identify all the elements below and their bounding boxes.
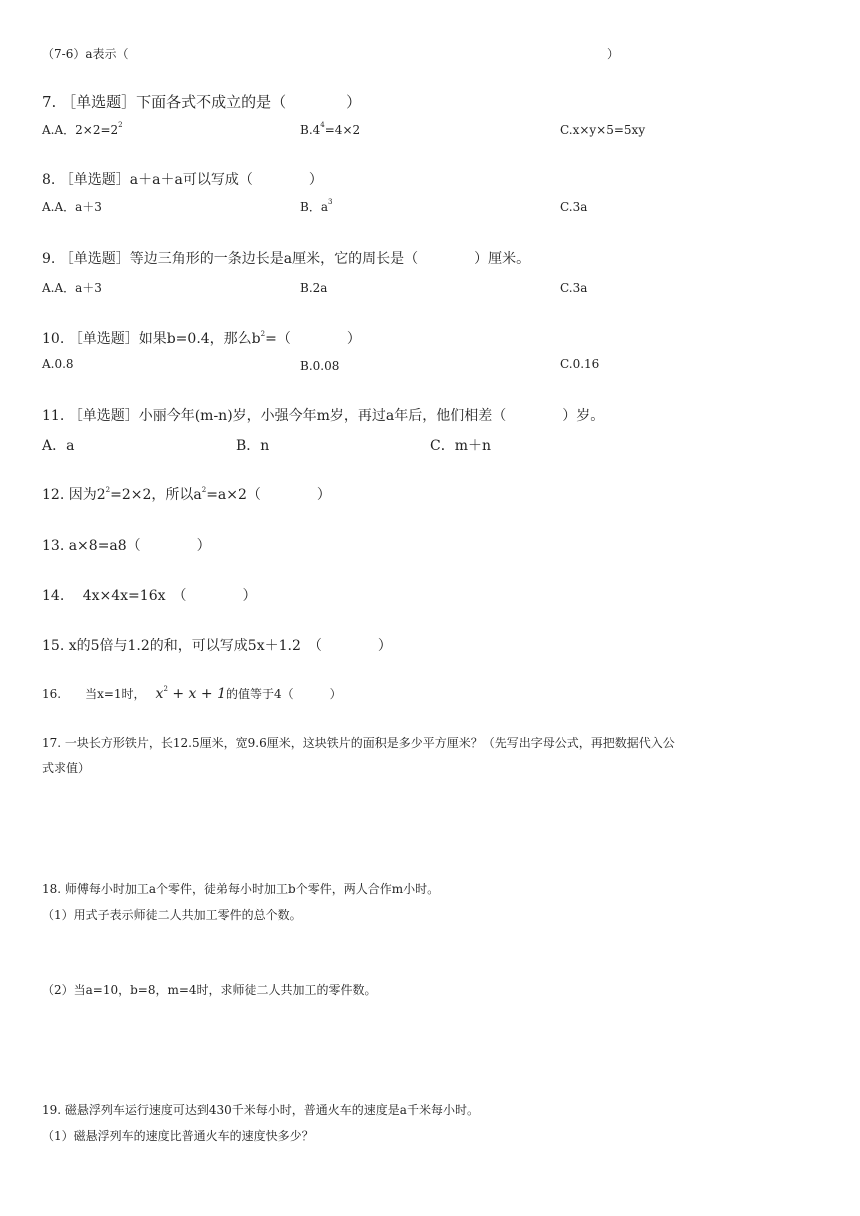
question-9-option-c[interactable]: C.3a [560,281,588,295]
exponent: 4 [320,121,325,129]
question-11-stem: 11. ［单选题］小丽今年(m-n)岁，小强今年m岁，再过a年后，他们相差（ ）岁。 [42,408,605,424]
math-expression [156,686,226,702]
question-11-option-a[interactable]: A．a [42,438,75,454]
question-19-stem: 19. 磁悬浮列车运行速度可达到430千米每小时，普通火车的速度是a千米每小时。 [42,1103,479,1117]
question-19-part-1: （1）磁悬浮列车的速度比普通火车的速度快多少？ [42,1129,314,1143]
question-9-option-b[interactable]: B.2a [300,281,328,295]
question-12 [42,487,331,504]
question-15: 15. x的5倍与1.2的和，可以写成5x＋1.2 （ ） [42,638,392,654]
option-text: A.A．2×2=2 [42,123,119,137]
stem-text: 16. 当x=1时， [42,687,146,701]
question-17-line-2: 式求值） [42,761,91,775]
question-10-option-b[interactable]: B.0.08 [300,359,340,373]
exponent: 2 [201,486,207,494]
exponent: 2 [163,685,168,693]
question-16 [42,686,342,703]
option-text: B．a [300,200,328,214]
question-7-option-a[interactable] [42,123,123,137]
top-line-close: ） [607,47,620,61]
question-10-option-c[interactable]: C.0.16 [560,357,600,371]
top-line [42,47,128,61]
question-8-option-c[interactable]: C.3a [560,200,588,214]
question-18-stem: 18. 师傅每小时加工a个零件，徒弟每小时加工b个零件，两人合作m小时。 [42,882,440,896]
top-line-text: （7-6）a表示（ [42,47,129,61]
question-17-line-1: 17. 一块长方形铁片，长12.5厘米，宽9.6厘米，这块铁片的面积是多少平方厘米？（先写出字母公式，再把数据代入公 [42,736,675,750]
question-7-stem: 7. ［单选题］下面各式不成立的是（ ） [42,93,362,111]
option-text: B.4 [300,123,321,137]
question-8-stem: 8. ［单选题］a＋a＋a可以写成（ ） [42,172,323,188]
stem-text: =2×2，所以a [110,487,202,503]
math-var: x [155,686,164,702]
question-13: 13. a×8=a8（ ） [42,538,211,554]
question-7-option-c[interactable]: C.x×y×5=5xy [560,123,646,137]
question-10-option-a[interactable]: A.0.8 [42,357,74,371]
question-18-part-2: （2）当a=10，b=8，m=4时，求师徒二人共加工的零件数。 [42,983,377,997]
stem-text: 的值等于4（ ） [226,687,342,701]
question-11-option-b[interactable]: B．n [236,438,270,454]
stem-text: =a×2（ ） [206,487,331,503]
question-9-option-a[interactable]: A.A．a＋3 [42,281,102,295]
math-rest: + x + 1 [167,686,226,702]
question-18-part-1: （1）用式子表示师徒二人共加工零件的总个数。 [42,908,302,922]
question-10-stem [42,331,361,348]
question-7-option-b[interactable] [300,123,360,137]
question-9-stem: 9. ［单选题］等边三角形的一条边长是a厘米，它的周长是（ ）厘米。 [42,251,531,267]
question-8-option-b[interactable] [300,200,332,214]
stem-text: 12. 因为2 [42,487,106,503]
question-11-option-c[interactable]: C．m＋n [430,438,492,454]
question-8-option-a[interactable]: A.A．a＋3 [42,200,102,214]
question-14: 14. 4x×4x=16x （ ） [42,588,257,604]
stem-text: 10. ［单选题］如果b=0.4，那么b [42,331,261,347]
exponent: 2 [118,121,123,129]
exponent: 3 [327,198,333,206]
stem-text: =（ ） [265,331,361,347]
option-text: =4×2 [324,123,361,137]
exponent: 2 [260,330,266,338]
exponent: 2 [105,486,111,494]
